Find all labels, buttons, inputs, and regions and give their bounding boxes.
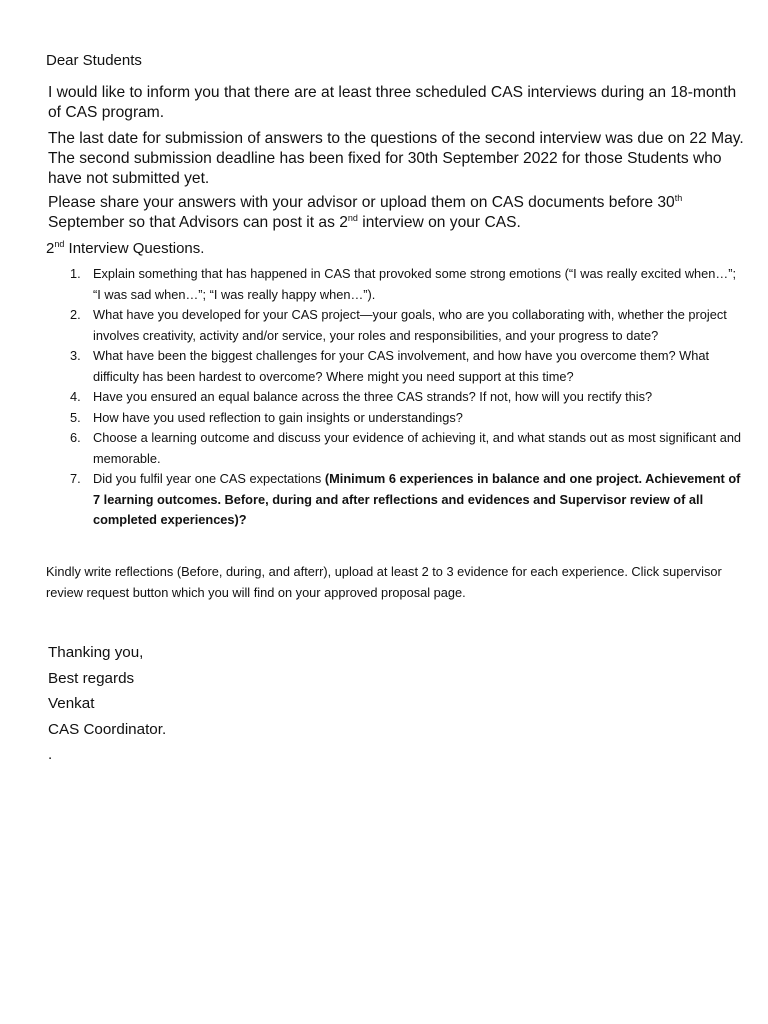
- question-text: Explain something that has happened in CAS that provoked some strong emotions (“I was really excited when…”; “I was sad when…”; “I was really happy when…”).: [93, 266, 737, 302]
- signoff-block: [48, 640, 166, 768]
- question-number: 6.: [70, 430, 81, 445]
- question-number: 1.: [70, 266, 81, 281]
- question-item: [62, 346, 747, 387]
- signoff-regards: Best regards: [48, 669, 135, 687]
- question-text: How have you used reflection to gain insights or understandings?: [93, 409, 463, 425]
- question-item: [62, 469, 747, 531]
- question-text: Have you ensured an equal balance across the three CAS strands? If not, how will you rectify this?: [93, 389, 653, 404]
- question-item: [62, 408, 747, 429]
- questions-list: [62, 264, 747, 531]
- questions-heading-number: 2: [46, 240, 55, 257]
- paragraph-share-answers: [48, 193, 748, 233]
- greeting: Dear Students: [46, 52, 142, 69]
- question-text-plain: Did you fulfil year one CAS expectations: [93, 471, 325, 486]
- share-text-part1: Please share your answers with your advisor or upload them on CAS documents before 30: [48, 194, 675, 211]
- superscript-nd: nd: [347, 212, 358, 223]
- questions-heading: [46, 239, 204, 259]
- question-number: 2.: [70, 307, 81, 322]
- signoff-name: Venkat: [48, 695, 95, 712]
- signoff-thanks: Thanking you,: [48, 644, 144, 661]
- question-number: 5.: [70, 409, 81, 425]
- signoff-title: CAS Coordinator.: [48, 720, 167, 738]
- superscript-th: th: [674, 192, 683, 203]
- question-item: [62, 387, 747, 408]
- question-item: [62, 305, 747, 346]
- signoff-dot: .: [48, 746, 53, 763]
- question-number: 4.: [70, 389, 81, 404]
- share-text-part3: interview on your CAS.: [357, 214, 521, 231]
- questions-heading-superscript: nd: [54, 239, 65, 249]
- question-text-bold: (Minimum 6 experiences in balance and one project. Achievement of 7 learning outcomes. Before, during and after reflections and evidences and Supervisor review of all completed experiences)?: [93, 471, 741, 527]
- question-item: [62, 264, 747, 305]
- paragraph-deadline: The last date for submission of answers to the questions of the second interview was due on 22 May. The second submission deadline has been fixed for 30th September 2022 for those Students who have not submitted yet.: [48, 130, 744, 187]
- paragraph-instructions: Kindly write reflections (Before, during, and afterr), upload at least 2 to 3 evidence for each experience. Click supervisor review request button which you will find on your approved proposal page.: [46, 564, 722, 600]
- questions-heading-text: Interview Questions.: [64, 240, 205, 257]
- share-text-part2: September so that Advisors can post it as 2: [48, 214, 348, 231]
- question-text: What have you developed for your CAS project—your goals, who are you collaborating with, whether the project involves creativity, activity and/or service, your roles and responsibilities, and your progress to date?: [93, 307, 727, 343]
- question-number: 7.: [70, 471, 81, 486]
- question-number: 3.: [70, 348, 81, 363]
- question-text: [93, 469, 747, 531]
- paragraph-interviews: I would like to inform you that there are at least three scheduled CAS interviews during an 18-month of CAS program.: [48, 84, 737, 121]
- question-item: [62, 428, 747, 469]
- question-text: What have been the biggest challenges for your CAS involvement, and how have you overcome them? What difficulty has been hardest to overcome? Where might you need support at this time?: [93, 348, 710, 384]
- question-text: Choose a learning outcome and discuss your evidence of achieving it, and what stands out as most significant and memorable.: [93, 430, 742, 466]
